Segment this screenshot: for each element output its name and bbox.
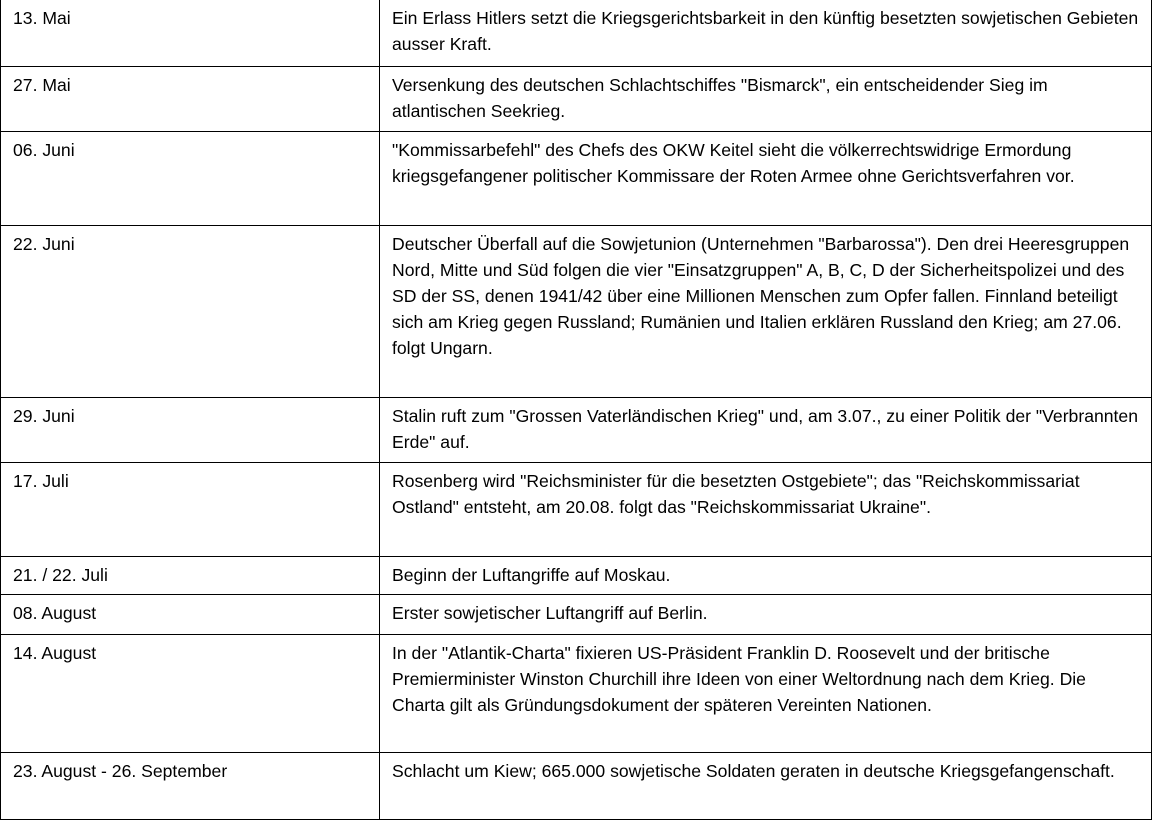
- event-cell: Stalin ruft zum "Grossen Vaterländischen Krieg" und, am 3.07., zu einer Politik der "Verbrannten Erde" auf.: [380, 398, 1152, 463]
- event-cell: Deutscher Überfall auf die Sowjetunion (Unternehmen "Barbarossa"). Den drei Heeresgruppen Nord, Mitte und Süd folgen die vier "Einsatzgruppen" A, B, C, D der Sicherheitspolizei und des SD der SS, denen 1941/42 über eine Millionen Menschen zum Opfer fallen. Finnland beteiligt sich am Krieg gegen Russland; Rumänien und Italien erklären Russland den Krieg; am 27.06. folgt Ungarn.: [380, 226, 1152, 398]
- event-cell: In der "Atlantik-Charta" fixieren US-Präsident Franklin D. Roosevelt und der britische Premierminister Winston Churchill ihre Ideen von einer Weltordnung nach dem Krieg. Die Charta gilt als Gründungsdokument der späteren Vereinten Nationen.: [380, 635, 1152, 753]
- date-cell: 22. Juni: [1, 226, 380, 398]
- table-row: [1, 463, 1152, 557]
- date-cell: 13. Mai: [1, 0, 380, 67]
- date-cell: 23. August - 26. September: [1, 753, 380, 820]
- date-cell: 08. August: [1, 595, 380, 635]
- table-row: [1, 0, 1152, 67]
- table-row: [1, 398, 1152, 463]
- date-cell: 06. Juni: [1, 132, 380, 226]
- date-cell: 27. Mai: [1, 67, 380, 132]
- event-cell: Beginn der Luftangriffe auf Moskau.: [380, 557, 1152, 595]
- table-row: [1, 557, 1152, 595]
- event-cell: Erster sowjetischer Luftangriff auf Berlin.: [380, 595, 1152, 635]
- event-cell: Versenkung des deutschen Schlachtschiffes "Bismarck", ein entscheidender Sieg im atlantischen Seekrieg.: [380, 67, 1152, 132]
- date-cell: 21. / 22. Juli: [1, 557, 380, 595]
- date-cell: 29. Juni: [1, 398, 380, 463]
- date-cell: 14. August: [1, 635, 380, 753]
- table-row: [1, 226, 1152, 398]
- date-cell: 17. Juli: [1, 463, 380, 557]
- timeline-body: [1, 0, 1152, 820]
- event-cell: Rosenberg wird "Reichsminister für die besetzten Ostgebiete"; das "Reichskommissariat Ostland" entsteht, am 20.08. folgt das "Reichskommissariat Ukraine".: [380, 463, 1152, 557]
- table-row: [1, 753, 1152, 820]
- table-row: [1, 67, 1152, 132]
- event-cell: Schlacht um Kiew; 665.000 sowjetische Soldaten geraten in deutsche Kriegsgefangenschaft.: [380, 753, 1152, 820]
- table-row: [1, 595, 1152, 635]
- table-row: [1, 132, 1152, 226]
- event-cell: Ein Erlass Hitlers setzt die Kriegsgerichtsbarkeit in den künftig besetzten sowjetischen Gebieten ausser Kraft.: [380, 0, 1152, 67]
- table-row: [1, 635, 1152, 753]
- event-cell: "Kommissarbefehl" des Chefs des OKW Keitel sieht die völkerrechtswidrige Ermordung kriegsgefangener politischer Kommissare der Roten Armee ohne Gerichtsverfahren vor.: [380, 132, 1152, 226]
